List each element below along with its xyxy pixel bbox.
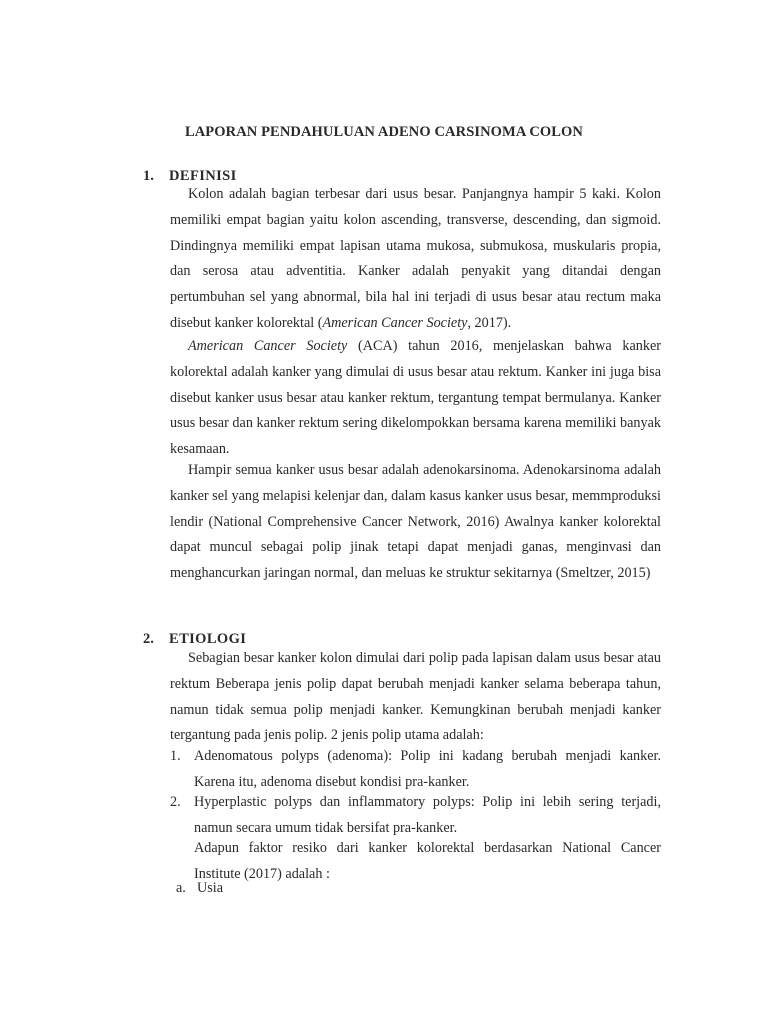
paragraph-text: Kolon adalah bagian terbesar dari usus besar. Panjangnya hampir 5 kaki. Kolon memiliki empat bagian yaitu kolon ascending, transverse, descending, dan sigmoid. Dindingnya memiliki empat lapisan utama mukosa, submukosa, muskularis propia, dan serosa atau adventitia. Kanker adalah penyakit yang ditandai dengan pertumbuhan sel yang abnormal, bila hal ini terjadi di usus besar atau rectum maka disebut kanker kolorektal ( bbox=[170, 186, 661, 331]
section-number: 1. bbox=[143, 168, 154, 184]
list-item-text: Usia bbox=[197, 880, 224, 896]
list-marker: 1. bbox=[170, 748, 181, 764]
citation-italic: American Cancer Society bbox=[322, 314, 468, 331]
list-marker: a. bbox=[176, 880, 186, 896]
paragraph-etiologi-intro: Sebagian besar kanker kolon dimulai dari polip pada lapisan dalam usus besar atau rektum Beberapa jenis polip dapat berubah menjadi kanker selama beberapa tahun, namun tidak semua polip menjadi kanker. Kemungkinan berubah menjadi kanker tergantung pada jenis polip. 2 jenis polip utama adalah: bbox=[170, 650, 661, 744]
citation-italic: American Cancer Society bbox=[188, 338, 348, 354]
paragraph-definisi-2 bbox=[170, 334, 661, 463]
section-title: DEFINISI bbox=[169, 168, 237, 184]
paragraph-definisi-3: Hampir semua kanker usus besar adalah adenokarsinoma. Adenokarsinoma adalah kanker sel yang melapisi kelenjar dan, dalam kasus kanker usus besar, memmproduksi lendir (National Comprehensive Cancer Network, 2016) Awalnya kanker kolorektal dapat muncul sebagai polip jinak tetapi dapat menjadi ganas, menginvasi dan menghancurkan jaringan normal, dan meluas ke struktur sekitarnya (Smeltzer, 2015) bbox=[170, 462, 661, 582]
paragraph-definisi-1 bbox=[170, 182, 661, 337]
list-item-text: Adenomatous polyps (adenoma): Polip ini kadang berubah menjadi kanker. Karena itu, adenoma disebut kondisi pra-kanker. bbox=[194, 748, 661, 790]
section-title: ETIOLOGI bbox=[169, 631, 247, 647]
paragraph-text: (ACA) tahun 2016, menjelaskan bahwa kanker kolorektal adalah kanker yang dimulai di usus besar atau rektum. Kanker ini juga bisa disebut kanker usus besar atau kanker rektum, tergantung tempat bermulanya. Kanker usus besar dan kanker rektum sering dikelompokkan bersama karena memiliki banyak kesamaan. bbox=[170, 338, 661, 458]
list-marker: 2. bbox=[170, 794, 181, 810]
section-number: 2. bbox=[143, 631, 154, 647]
document-title: LAPORAN PENDAHULUAN ADENO CARSINOMA COLON bbox=[184, 124, 584, 140]
list-item-text: Hyperplastic polyps dan inflammatory polyps: Polip ini lebih sering terjadi, namun secara umum tidak bersifat pra-kanker. bbox=[194, 794, 661, 836]
paragraph-text: , 2017). bbox=[467, 314, 512, 331]
paragraph-risk-intro: Adapun faktor resiko dari kanker kolorektal berdasarkan National Cancer Institute (2017) adalah : bbox=[194, 840, 661, 882]
